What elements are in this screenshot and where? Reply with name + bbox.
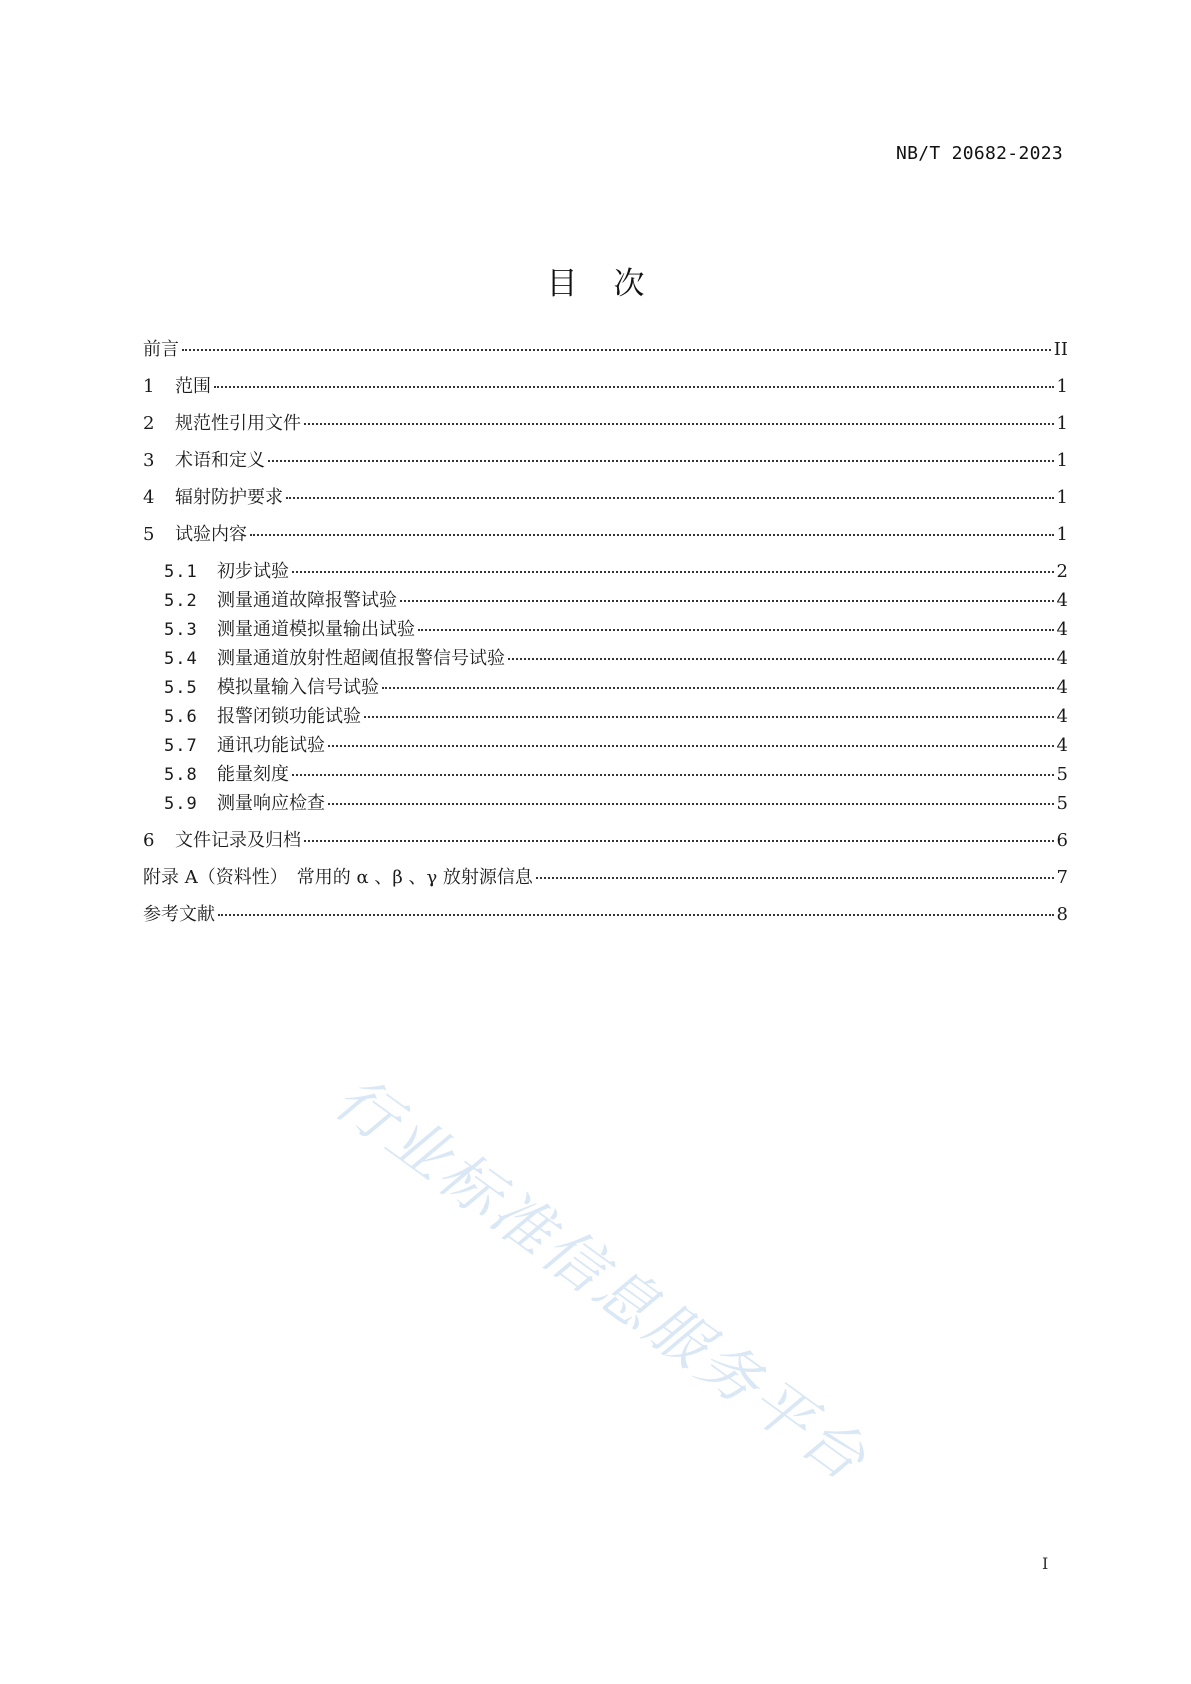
toc-entry-radiation-protection[interactable] [143,486,1068,510]
toc-entry-label: 初步试验 [217,561,289,582]
toc-leader-dots [364,716,1054,718]
toc-entry-label: 报警闭锁功能试验 [217,706,361,727]
toc-leader-dots [304,423,1054,425]
toc-entry-number: 1 [143,376,155,397]
toc-entry-number: 5.6 [164,707,198,727]
toc-entry-number: 5.9 [164,794,198,814]
toc-entry-page: 4 [1056,677,1068,698]
toc-leader-dots [328,745,1054,747]
toc-entry-number: 3 [143,450,155,471]
toc-entry-label: 规范性引用文件 [175,413,301,434]
toc-entry-page: 6 [1056,830,1068,851]
toc-entry-page: 1 [1056,524,1068,545]
toc-entry-5-8[interactable] [164,763,1068,787]
toc-title-part1: 目 [546,266,578,302]
toc-entry-page: 4 [1056,619,1068,640]
toc-leader-dots [508,658,1054,660]
toc-entry-label: 前言 [143,339,179,360]
toc-entry-label: 测量响应检查 [217,793,325,814]
toc-entry-5-6[interactable] [164,705,1068,729]
toc-entry-label: 术语和定义 [175,450,265,471]
toc-entry-page: 1 [1056,487,1068,508]
toc-entry-label: 测量通道故障报警试验 [217,590,397,611]
toc-entry-number: 5.2 [164,591,198,611]
toc-leader-dots [400,600,1054,602]
toc-entry-5-2[interactable] [164,589,1068,613]
toc-entry-5-7[interactable] [164,734,1068,758]
toc-entry-number: 5.8 [164,765,198,785]
toc-title-part2: 次 [613,266,645,302]
toc-entry-number: 6 [143,830,155,851]
toc-entry-terms[interactable] [143,449,1068,473]
toc-leader-dots [268,460,1054,462]
toc-entry-label: 试验内容 [175,524,247,545]
toc-entry-records[interactable] [143,829,1068,853]
toc-leader-dots [182,349,1051,351]
toc-entry-number: 5.5 [164,678,198,698]
toc-entry-5-9[interactable] [164,792,1068,816]
toc-entry-number: 4 [143,487,155,508]
toc-entry-label: 辐射防护要求 [175,487,283,508]
toc-entry-normative-references[interactable] [143,412,1068,436]
page-number: I [1042,1554,1049,1573]
document-code: NB/T 20682-2023 [895,143,1063,164]
toc-entry-number: 5.1 [164,562,198,582]
toc-entry-page: 5 [1056,793,1068,814]
toc-entry-appendix-a[interactable] [143,866,1068,890]
toc-entry-label: 模拟量输入信号试验 [217,677,379,698]
toc-entry-page: 4 [1056,706,1068,727]
toc-leader-dots [418,629,1054,631]
toc-entry-label: 测量通道模拟量输出试验 [217,619,415,640]
toc-entry-5-5[interactable] [164,676,1068,700]
toc-entry-scope[interactable] [143,375,1068,399]
toc-leader-dots [250,534,1054,536]
toc-entry-number: 5 [143,524,155,545]
toc-entry-foreword[interactable] [143,338,1068,362]
toc-entry-label: 范围 [175,376,211,397]
toc-entry-page: 7 [1056,867,1068,888]
toc-leader-dots [536,877,1054,879]
toc-entry-label: 测量通道放射性超阈值报警信号试验 [217,648,505,669]
toc-entry-page: 8 [1056,904,1068,925]
toc-entry-5-3[interactable] [164,618,1068,642]
toc-entry-label: 能量刻度 [217,764,289,785]
toc-entry-page: 1 [1056,450,1068,471]
toc-entry-page: 4 [1056,735,1068,756]
toc-entry-page: 1 [1056,413,1068,434]
toc-entry-5-4[interactable] [164,647,1068,671]
toc-leader-dots [304,840,1054,842]
toc-entry-label: 通讯功能试验 [217,735,325,756]
toc-entry-label: 附录 A（资料性） 常用的 α 、β 、γ 放射源信息 [143,867,533,888]
toc-entry-bibliography[interactable] [143,903,1068,927]
toc-leader-dots [214,386,1054,388]
toc-leader-dots [382,687,1054,689]
toc-leader-dots [292,774,1054,776]
toc-entry-number: 5.3 [164,620,198,640]
toc-leader-dots [292,571,1054,573]
toc-entry-number: 5.7 [164,736,198,756]
toc-entry-page: 4 [1056,648,1068,669]
toc-entry-5-1[interactable] [164,560,1068,584]
toc-entry-label: 文件记录及归档 [175,830,301,851]
toc-entry-page: 1 [1056,376,1068,397]
toc-entry-number: 2 [143,413,155,434]
toc-entry-page: 4 [1056,590,1068,611]
toc-entry-page: 5 [1056,764,1068,785]
toc-leader-dots [328,803,1054,805]
watermark-text: 行业标准信息服务平台 [321,1063,881,1497]
toc-entry-page: II [1053,339,1068,360]
toc-leader-dots [218,914,1054,916]
toc-entry-test-content[interactable] [143,523,1068,547]
toc-leader-dots [286,497,1054,499]
toc-entry-label: 参考文献 [143,904,215,925]
toc-entry-number: 5.4 [164,649,198,669]
toc-entry-page: 2 [1056,561,1068,582]
